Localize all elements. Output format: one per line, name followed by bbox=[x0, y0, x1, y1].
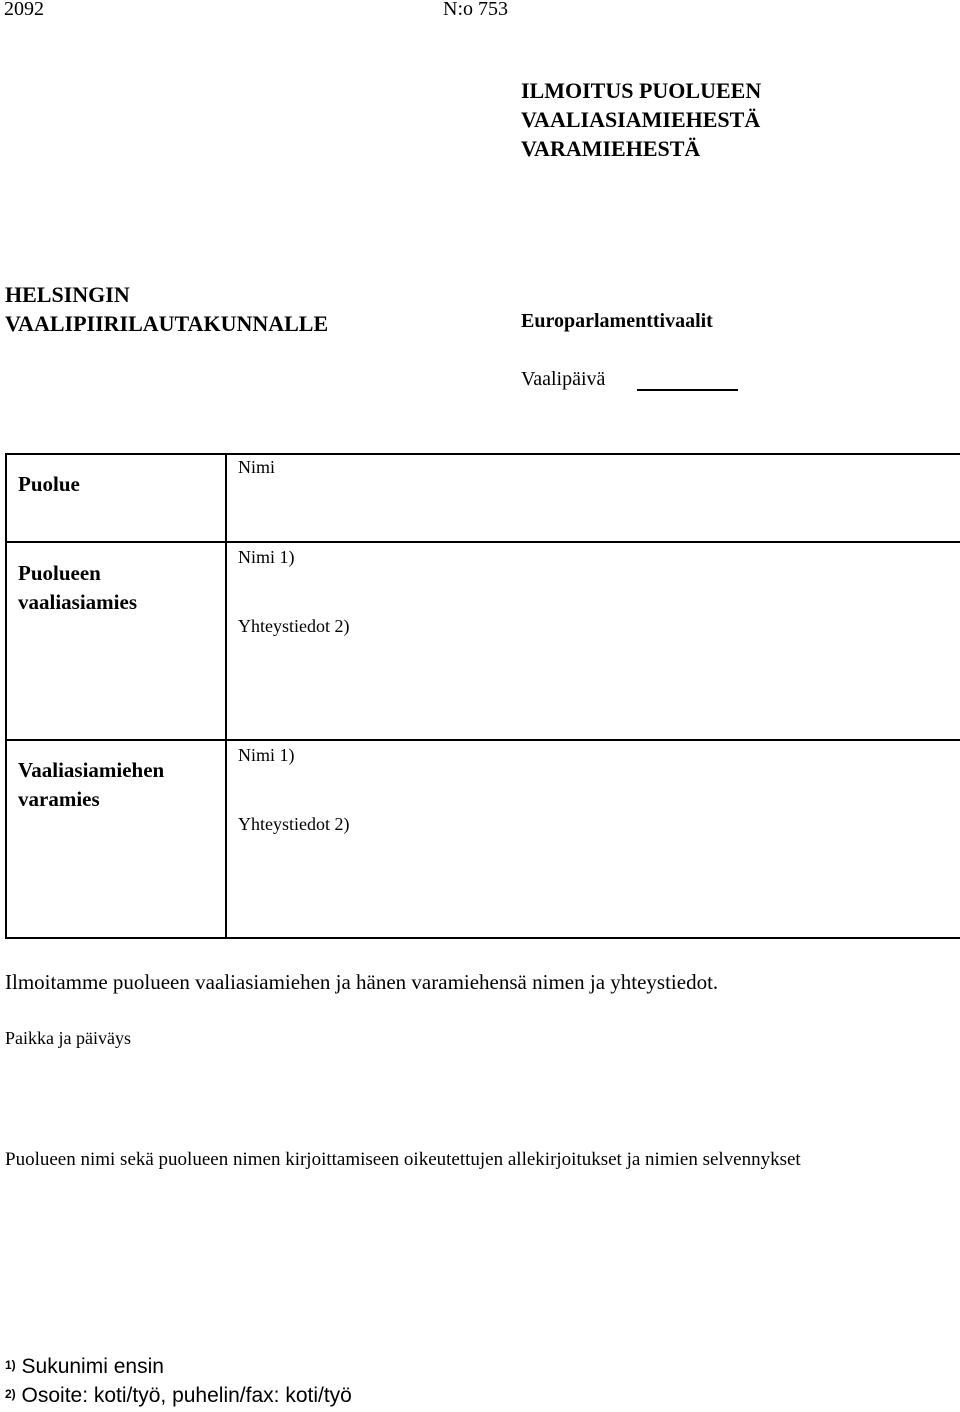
deputy-label-line-2: varamies bbox=[18, 787, 100, 811]
form-border-top bbox=[5, 453, 960, 455]
election-name: Europarlamenttivaalit bbox=[521, 310, 713, 332]
document-number: N:o 753 bbox=[443, 0, 508, 20]
party-label: Puolue bbox=[18, 472, 80, 496]
recipient bbox=[5, 280, 328, 338]
form-divider-2 bbox=[5, 739, 960, 741]
deputy-label-line-1: Vaaliasiamiehen bbox=[18, 758, 165, 782]
signatures-field[interactable]: Puolueen nimi sekä puolueen nimen kirjoittamiseen oikeutettujen allekirjoitukset ja nimien selvennykset bbox=[5, 1149, 801, 1170]
recipient-line-2: VAALIPIIRILAUTAKUNNALLE bbox=[5, 311, 329, 336]
party-name-field[interactable]: Nimi bbox=[238, 457, 276, 477]
form-title-line-1: ILMOITUS PUOLUEEN bbox=[521, 78, 762, 103]
agent-name-field[interactable]: Nimi 1) bbox=[238, 547, 295, 567]
agent-label-line-2: vaaliasiamies bbox=[18, 590, 137, 614]
deputy-name-field[interactable]: Nimi 1) bbox=[238, 745, 295, 765]
election-date-label: Vaalipäivä bbox=[521, 368, 606, 390]
form-title-line-2: VAALIASIAMIEHESTÄ bbox=[521, 107, 761, 132]
form-border-left bbox=[5, 453, 7, 939]
footnote-2-text: Osoite: koti/työ, puhelin/fax: koti/työ bbox=[21, 1384, 352, 1407]
agent-label-line-1: Puolueen bbox=[18, 561, 101, 585]
place-date-field[interactable]: Paikka ja päiväys bbox=[5, 1028, 131, 1048]
page-number: 2092 bbox=[4, 0, 44, 20]
footnote-1-marker: 1) bbox=[5, 1358, 16, 1372]
deputy-contact-field[interactable]: Yhteystiedot 2) bbox=[238, 814, 350, 834]
form-title-line-3: VARAMIEHESTÄ bbox=[521, 136, 701, 161]
form-divider-1 bbox=[5, 541, 960, 543]
footnote-1-text: Sukunimi ensin bbox=[21, 1355, 164, 1378]
recipient-line-1: HELSINGIN bbox=[5, 282, 130, 307]
agent-label bbox=[18, 559, 137, 617]
form-border-bottom bbox=[5, 937, 960, 939]
election-date-field[interactable] bbox=[637, 389, 738, 391]
agent-contact-field[interactable]: Yhteystiedot 2) bbox=[238, 616, 350, 636]
form-column-divider bbox=[225, 453, 227, 939]
deputy-label bbox=[18, 756, 164, 814]
footnote-1 bbox=[5, 1355, 164, 1379]
footnote-2 bbox=[5, 1384, 352, 1408]
footnote-2-marker: 2) bbox=[5, 1387, 16, 1401]
statement-text: Ilmoitamme puolueen vaaliasiamiehen ja hänen varamiehensä nimen ja yhteystiedot. bbox=[5, 970, 719, 994]
form-title bbox=[521, 76, 761, 163]
